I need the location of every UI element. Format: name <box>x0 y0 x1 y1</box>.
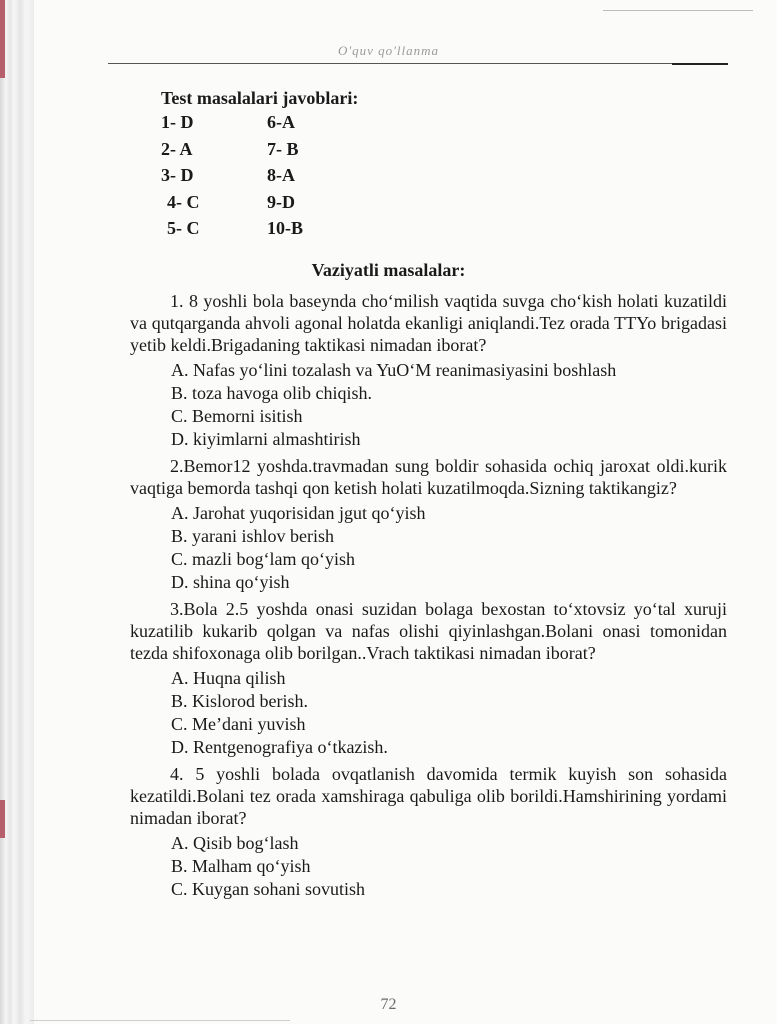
answer-row <box>161 112 373 139</box>
questions <box>130 290 727 905</box>
answer-item: 6-A <box>267 112 295 132</box>
option: B. yarani ishlov berish <box>171 526 334 546</box>
running-header: O'quv qo'llanma <box>337 43 440 58</box>
bottom-rule <box>30 1020 290 1021</box>
question-block <box>130 598 727 759</box>
question-block <box>130 763 727 901</box>
answer-item: 10-B <box>267 218 303 238</box>
answer-item: 8-A <box>267 165 295 185</box>
option: A. Jarohat yuqorisidan jgut qo‘yish <box>171 503 426 523</box>
edge-mark <box>0 800 5 838</box>
question-text: 2.Bemor12 yoshda.travmadan sung boldir sohasida ochiq jaroxat oldi.kurik vaqtiga bemorda tashqi qon ketish holati kuzatilmoqda.Sizning taktikangiz? <box>130 456 727 498</box>
option: B. Malham qo‘yish <box>171 856 311 876</box>
answer-item: 5- C <box>167 218 200 238</box>
answer-item: 9-D <box>267 191 295 212</box>
answer-item: 4- C <box>167 191 200 212</box>
option: A. Qisib bog‘lash <box>171 833 299 853</box>
answer-item: 1- D <box>161 112 194 132</box>
option: C. Kuygan sohani sovutish <box>171 879 366 899</box>
section-title: Vaziyatli masalalar: <box>311 260 466 280</box>
page-edge <box>0 0 34 1024</box>
option: C. Me’dani yuvish <box>171 714 306 734</box>
question-block <box>130 455 727 594</box>
answer-item: 2- A <box>161 138 193 159</box>
option: C. Bemorni isitish <box>171 406 303 426</box>
option: D. kiyimlarni almashtirish <box>171 429 361 449</box>
option: A. Nafas yo‘lini tozalash va YuO‘M reanimasiyasini boshlash <box>171 360 617 380</box>
question-text: 4. 5 yoshli bolada ovqatlanish davomida termik kuyish son sohasida kezatildi.Bolani tez orada xamshiraga qabuliga olib borildi.Hamshirining yordami nimadan iborat? <box>130 764 727 828</box>
edge-mark <box>0 0 5 78</box>
option: B. toza havoga olib chiqish. <box>171 383 372 403</box>
question-text: 1. 8 yoshli bola baseynda cho‘milish vaqtida suvga cho‘kish holati kuzatildi va qutqarganda ahvoli agonal holatda ekanligi aniqlandi.Tez orada TTYo brigadasi yetib keldi.Brigadaning taktikasi nimadan iborat? <box>130 291 727 355</box>
top-rule <box>603 10 753 11</box>
answer-item: 3- D <box>161 165 194 185</box>
header-rule-accent <box>672 63 728 65</box>
answer-item: 7- B <box>267 138 299 159</box>
option: C. mazli bog‘lam qo‘yish <box>171 549 355 569</box>
answer-key <box>161 112 373 245</box>
question-block <box>130 290 727 451</box>
answer-row <box>161 218 373 245</box>
question-text: 3.Bola 2.5 yoshda onasi suzidan bolaga bexostan to‘xtovsiz yo‘tal xuruji kuzatilib kukarib qolgan va nafas olishi qiyinlashgan.Bolani onasi tomonidan tezda shifoxonaga olib borilgan..Vrach taktikasi nimadan iborat? <box>130 599 727 663</box>
answer-row <box>161 192 373 219</box>
answer-row <box>161 139 373 166</box>
header-rule <box>108 63 728 64</box>
answers-title: Test masalalari javoblari: <box>161 88 359 108</box>
option: B. Kislorod berish. <box>171 691 308 711</box>
option: D. Rentgenografiya o‘tkazish. <box>171 737 388 757</box>
option: D. shina qo‘yish <box>171 572 290 592</box>
answer-row <box>161 165 373 192</box>
option: A. Huqna qilish <box>171 668 286 688</box>
page-number: 72 <box>380 996 397 1013</box>
